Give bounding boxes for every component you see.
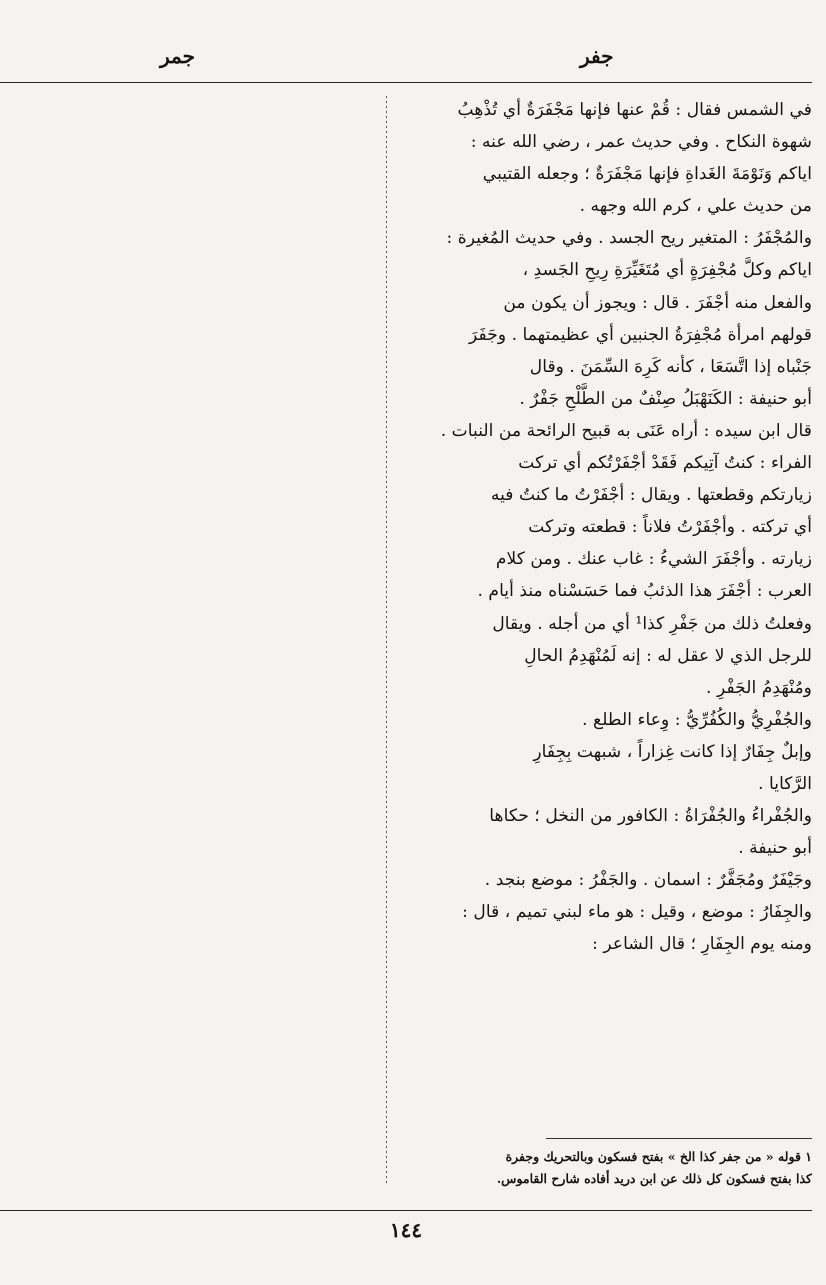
- right-column: [398, 94, 812, 961]
- footnote-line: كذا بفتح فسكون كل ذلك عن ابن دريد أفاده شارح القاموس.: [496, 1171, 812, 1186]
- text-line: والجِفَارُ : موضع ، وقيل : هو ماء لبني تميم ، قال :: [462, 902, 812, 923]
- text-line: شهوة النكاح . وفي حديث عمر ، رضي الله عنه :: [470, 132, 812, 153]
- left-header-word: جمر: [160, 44, 195, 68]
- footer-rule: [0, 1210, 812, 1211]
- text-line: زيارته . وأجْفَرَ الشيءُ : غاب عنك . ومن كلام: [495, 549, 812, 570]
- footnote: [398, 1146, 812, 1190]
- column-divider: [386, 96, 387, 1186]
- text-line: جَنْباه إذا اتَّسَعَا ، كأنه كَرِهَ السِّمَنَ . وقال: [529, 356, 812, 377]
- text-line: ومُنْهَدِمُ الجَفْرِ .: [706, 677, 812, 698]
- text-line: في الشمس فقال : قُمْ عنها فإنها مَجْفَرَةٌ أي تُذْهِبُ: [457, 100, 812, 120]
- text-line: اياكم وَنَوْمَةَ الغَداةِ فإنها مَجْفَرَةٌ ؛ وجعله القتيبي: [482, 164, 812, 185]
- footnote-line: ١ قوله « من جفر كذا الخ » بفتح فسكون وبالتحريك وجفرة: [505, 1149, 812, 1164]
- footnote-rule: [546, 1138, 812, 1139]
- text-line: للرجل الذي لا عقل له : إنه لَمُنْهَدِمُ الحالِ: [524, 645, 812, 666]
- text-line: والفعل منه أجْفَرَ . قال : ويجوز أن يكون من: [503, 292, 812, 313]
- page-header: [0, 38, 826, 78]
- text-line: من حديث علي ، كرم الله وجهه .: [579, 196, 812, 217]
- text-line: وإبلٌ جِفَارٌ إذا كانت غِزاراً ، شبهت بِجِفَارِ: [533, 741, 812, 762]
- text-line: قولهم امرأة مُجْفِرَةُ الجنبين أي عظيمتهما . وجَفَرَ: [469, 324, 812, 345]
- text-line: والمُجْفَرُ : المتغير ريح الجسد . وفي حديث المُغيرة :: [446, 228, 812, 249]
- page-number: ١٤٤: [389, 1218, 423, 1242]
- text-line: العرب : أجْفَرَ هذا الذئبُ فما حَسَسْناه منذ أيام .: [477, 581, 812, 602]
- text-line: زيارتكم وقطعتها . ويقال : أجْفَرْتُ ما كنتُ فيه: [490, 485, 812, 506]
- text-line: أبو حنيفة .: [738, 838, 812, 859]
- text-line: الرَّكايا .: [758, 773, 812, 794]
- text-line: والجُفْراءُ والجُفْرَاةُ : الكافور من النخل ؛ حكاها: [489, 806, 812, 827]
- text-line: قال ابن سيده : أراه عَنَى به قبيح الرائحة من النبات .: [440, 420, 812, 441]
- text-line: اياكم وكلَّ مُجْفِرَةٍ أي مُتَغَيِّرَةِ رِيحِ الجَسدِ ،: [522, 260, 812, 281]
- header-rule: [0, 82, 812, 83]
- text-line: والجُفْرِيُّ والكُفُرِّيُّ : وِعاء الطلع .: [582, 709, 812, 730]
- text-line: أي تركته . وأجْفَرْتُ فلاناً : قطعته وتركت: [528, 517, 812, 538]
- text-line: وفعلتُ ذلك من جَفْرِ كذا¹ أي من أجله . ويقال: [492, 613, 812, 634]
- text-line: أبو حنيفة : الكَنَهْبَلُ صِنْفٌ من الطَّلْحِ جَفْرٌ .: [519, 388, 812, 409]
- right-header-word: جفر: [580, 44, 614, 68]
- text-line: ومنه يوم الجِفَارِ ؛ قال الشاعر :: [592, 934, 812, 955]
- text-line: الفراء : كنتُ آتِيكم فَقَدْ أجْفَرْتُكم أي تركت: [518, 453, 812, 474]
- text-line: وجَيْفَرٌ ومُجَفَّرٌ : اسمان . والجَفْرُ : موضع بنجد .: [484, 870, 812, 891]
